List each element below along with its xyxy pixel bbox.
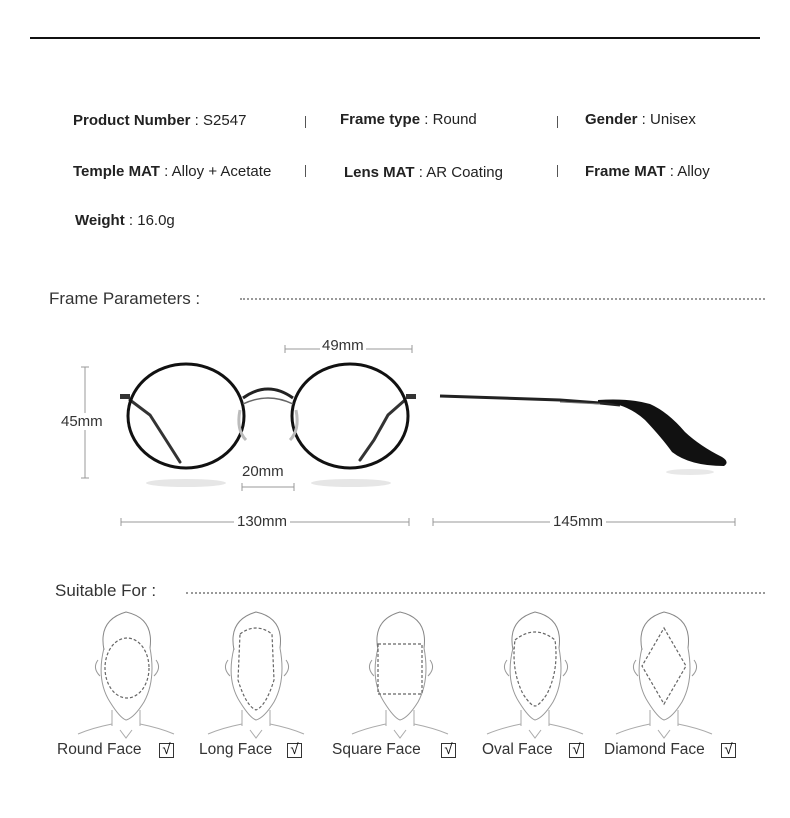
spec-value: AR Coating xyxy=(426,164,503,181)
spec-label: Gender xyxy=(585,111,638,128)
spec-value: Unisex xyxy=(650,111,696,128)
spec-value: 16.0g xyxy=(137,212,175,229)
face-label-oval: Oval Face xyxy=(482,741,553,758)
spec-label: Frame MAT xyxy=(585,163,666,180)
spec-value: Alloy + Acetate xyxy=(171,163,272,180)
round-face-icon xyxy=(78,612,174,738)
spec-label: Temple MAT xyxy=(73,163,160,180)
spec-value: Alloy xyxy=(677,163,710,180)
face-label-long: Long Face xyxy=(199,741,273,758)
spec-temple-mat: Temple MAT : Alloy + Acetate xyxy=(73,163,272,180)
lens-width-label: 49mm xyxy=(322,337,364,354)
spec-gender: Gender : Unisex xyxy=(585,111,696,128)
frame-parameters-title: Frame Parameters : xyxy=(49,289,201,308)
spec-frame-type: Frame type : Round xyxy=(340,111,477,128)
spec-label: Product Number xyxy=(73,112,191,129)
check-icon: √ xyxy=(159,743,174,758)
check-icon: √ xyxy=(441,743,456,758)
diamond-face-icon xyxy=(616,612,712,738)
face-label-square: Square Face xyxy=(332,741,421,758)
suitable-for-title: Suitable For : xyxy=(55,581,157,600)
check-icon: √ xyxy=(721,743,736,758)
check-icon: √ xyxy=(287,743,302,758)
check-icon: √ xyxy=(569,743,584,758)
frame-width-label: 130mm xyxy=(234,513,290,530)
long-face-icon xyxy=(208,612,304,738)
spec-label: Lens MAT xyxy=(344,164,415,181)
square-face-icon xyxy=(352,612,448,738)
spec-value: Round xyxy=(432,111,477,128)
spec-value: S2547 xyxy=(203,112,247,129)
lens-height-label: 45mm xyxy=(61,413,103,430)
spec-label: Weight xyxy=(75,212,125,229)
spec-frame-mat: Frame MAT : Alloy xyxy=(585,163,710,180)
face-label-round: Round Face xyxy=(57,741,142,758)
temple-length-label: 145mm xyxy=(550,513,606,530)
bridge-width-label: 20mm xyxy=(242,463,284,480)
spec-weight: Weight : 16.0g xyxy=(75,212,175,229)
spec-label: Frame type xyxy=(340,111,421,128)
oval-face-icon xyxy=(487,612,583,738)
spec-lens-mat: Lens MAT : AR Coating xyxy=(344,164,503,181)
face-label-diamond: Diamond Face xyxy=(604,741,705,758)
spec-product-number: Product Number : S2547 xyxy=(73,112,247,129)
